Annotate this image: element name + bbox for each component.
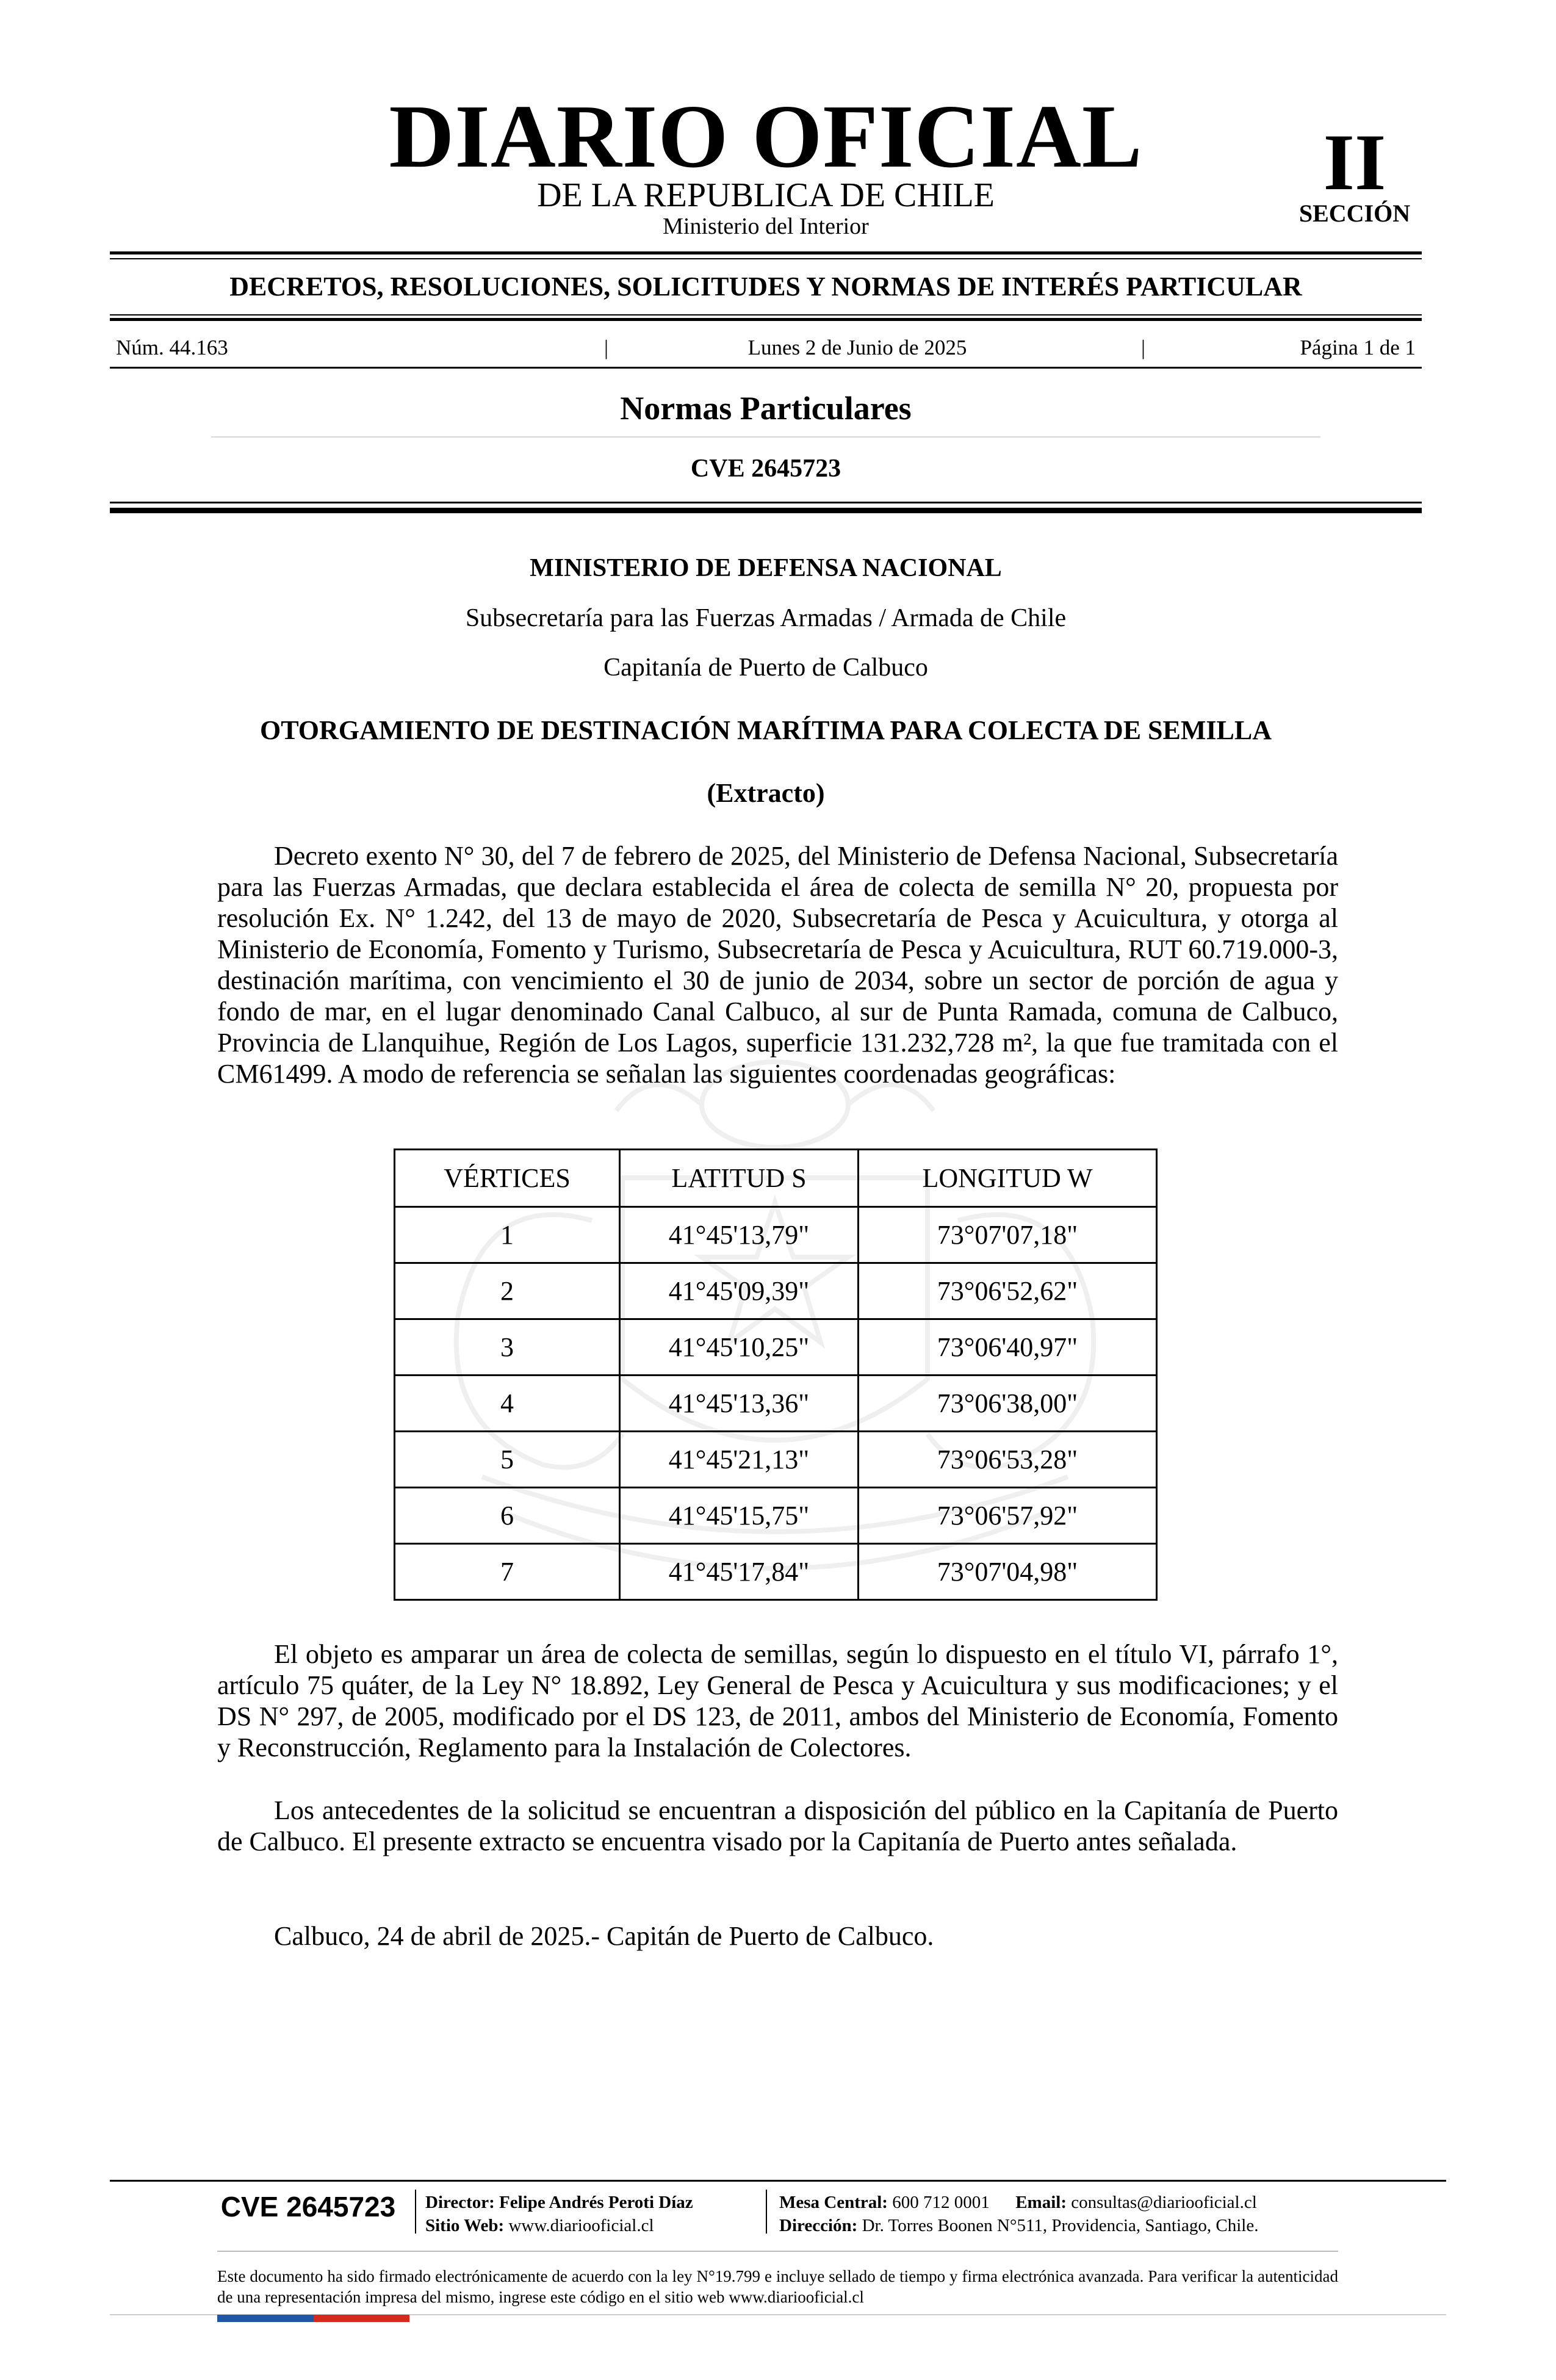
issuing-ministry: MINISTERIO DE DEFENSA NACIONAL (530, 554, 1002, 582)
section-title: DECRETOS, RESOLUCIONES, SOLICITUDES Y NORMAS DE INTERÉS PARTICULAR (229, 272, 1302, 301)
footer-rule (110, 2180, 1446, 2182)
cve-rule-thick (110, 508, 1422, 513)
vertex-cell: 6 (395, 1488, 620, 1544)
email-link[interactable]: consultas@diariooficial.cl (1071, 2193, 1257, 2212)
flag-stripe (217, 2315, 409, 2322)
longitude-cell: 73°06'38,00" (859, 1376, 1157, 1432)
longitude-cell: 73°06'53,28" (859, 1432, 1157, 1488)
column-header-latitude: LATITUD S (620, 1150, 859, 1207)
latitude-cell: 41°45'13,36" (620, 1376, 859, 1432)
extract-label: (Extracto) (707, 778, 825, 808)
latitude-cell: 41°45'15,75" (620, 1488, 859, 1544)
phone-number: 600 712 0001 (892, 2193, 990, 2212)
table-row (395, 1319, 1157, 1376)
latitude-cell: 41°45'13,79" (620, 1207, 859, 1263)
table-row (395, 1544, 1157, 1600)
longitude-cell: 73°07'07,18" (859, 1207, 1157, 1263)
info-separator: | (1141, 336, 1146, 359)
signature-note: Este documento ha sido firmado electrónicamente de acuerdo con la ley N°19.799 e incluye sellado de tiempo y firma electrónica avanzada. Para verificar la autenticidad de una representación impresa del mismo, ingrese este código en el sitio web www.diariooficial.cl (217, 2267, 1338, 2306)
issue-date: Lunes 2 de Junio de 2025 (747, 336, 967, 359)
purpose-paragraph: El objeto es amparar un área de colecta de semillas, según lo dispuesto en el título VI, párrafo 1°, artículo 75 quáter, de la Ley N° 18.892, Ley General de Pesca y Acuicultura y sus modificaciones; y el DS N° 297, de 2005, modificado por el DS 123, de 2011, ambos del Ministerio de Economía, Fomento y Reconstrucción, Reglamento para la Instalación de Colectores. (217, 1639, 1338, 1762)
document-title: OTORGAMIENTO DE DESTINACIÓN MARÍTIMA PARA COLECTA DE SEMILLA (260, 715, 1272, 745)
footer-divider (415, 2190, 416, 2234)
table-row (395, 1432, 1157, 1488)
address-text: Dr. Torres Boonen N°511, Providencia, Santiago, Chile. (862, 2216, 1259, 2235)
page-indicator: Página 1 de 1 (1300, 336, 1416, 359)
coordinates-table (394, 1149, 1158, 1601)
closing-signature: Calbuco, 24 de abril de 2025.- Capitán de Puerto de Calbuco. (274, 1921, 934, 1951)
capitania: Capitanía de Puerto de Calbuco (603, 654, 928, 682)
latitude-cell: 41°45'17,84" (620, 1544, 859, 1600)
vertex-cell: 1 (395, 1207, 620, 1263)
header-rule-mid-thin (110, 314, 1422, 316)
section-number: II (1323, 117, 1386, 207)
header-rule-top-thick (110, 251, 1422, 254)
cve-rule-thin (110, 502, 1422, 503)
column-header-vertices: VÉRTICES (395, 1150, 620, 1207)
issue-number: Núm. 44.163 (116, 336, 228, 359)
footer-rule-thin (217, 2251, 1338, 2252)
director-name: Felipe Andrés Peroti Díaz (499, 2193, 693, 2212)
longitude-cell: 73°06'40,97" (859, 1319, 1157, 1376)
newspaper-subtitle: DE LA REPUBLICA DE CHILE (537, 176, 995, 214)
vertex-cell: 4 (395, 1376, 620, 1432)
info-separator: | (604, 336, 609, 359)
latitude-cell: 41°45'10,25" (620, 1319, 859, 1376)
table-header-row (395, 1150, 1157, 1207)
decree-paragraph: Decreto exento N° 30, del 7 de febrero de 2025, del Ministerio de Defensa Nacional, Subsecretaría para las Fuerzas Armadas, que declara establecida el área de colecta de semilla N° 20, propuesta por resolución Ex. N° 1.242, del 13 de mayo de 2020, Subsecretaría de Pesca y Acuicultura, y otorga al Ministerio de Economía, Fomento y Turismo, Subsecretaría de Pesca y Acuicultura, RUT 60.719.000-3, destinación marítima, con vencimiento el 30 de junio de 2034, sobre un sector de porción de agua y fondo de mar, en el lugar denominado Canal Calbuco, al sur de Punta Ramada, comuna de Calbuco, Provincia de Llanquihue, Región de Los Lagos, superficie 131.232,728 m², la que fue tramitada con el CM61499. A modo de referencia se señalan las siguientes coordenadas geográficas: (217, 841, 1338, 1089)
vertex-cell: 3 (395, 1319, 620, 1376)
website-link[interactable]: www.diariooficial.cl (508, 2216, 654, 2235)
address-label: Dirección: (779, 2216, 858, 2235)
header-rule-top-thin (110, 258, 1422, 259)
norms-heading: Normas Particulares (620, 390, 912, 427)
table-row (395, 1207, 1157, 1263)
footer-cve-code: CVE 2645723 (220, 2191, 396, 2223)
flag-red-stripe (314, 2315, 409, 2322)
vertex-cell: 7 (395, 1544, 620, 1600)
email-label: Email: (1015, 2193, 1067, 2212)
table-row (395, 1376, 1157, 1432)
section-label: SECCIÓN (1298, 200, 1411, 227)
footer-director (425, 2194, 693, 2212)
website-label: Sitio Web: (425, 2216, 505, 2235)
longitude-cell: 73°06'52,62" (859, 1263, 1157, 1319)
footer-divider (766, 2190, 767, 2234)
flag-blue-stripe (217, 2315, 314, 2322)
records-paragraph: Los antecedentes de la solicitud se encuentran a disposición del público en la Capitanía de Puerto de Calbuco. El presente extracto se encuentra visado por la Capitanía de Puerto antes señalada. (217, 1795, 1338, 1856)
latitude-cell: 41°45'21,13" (620, 1432, 859, 1488)
director-label: Director: (425, 2193, 495, 2212)
vertex-cell: 2 (395, 1263, 620, 1319)
newspaper-title: DIARIO OFICIAL (389, 87, 1143, 187)
cve-code: CVE 2645723 (690, 455, 841, 483)
vertex-cell: 5 (395, 1432, 620, 1488)
table-row (395, 1488, 1157, 1544)
phone-label: Mesa Central: (779, 2193, 888, 2212)
subsecretaria: Subsecretaría para las Fuerzas Armadas / Armada de Chile (465, 604, 1067, 632)
footer-website (425, 2217, 654, 2235)
footer-contact (779, 2194, 1257, 2212)
newspaper-ministry: Ministerio del Interior (663, 214, 869, 239)
table-row (395, 1263, 1157, 1319)
longitude-cell: 73°07'04,98" (859, 1544, 1157, 1600)
column-header-longitude: LONGITUD W (859, 1150, 1157, 1207)
issue-info-bar (110, 336, 1422, 360)
norms-underline (211, 436, 1320, 438)
longitude-cell: 73°06'57,92" (859, 1488, 1157, 1544)
header-rule-mid-thick (110, 318, 1422, 321)
info-rule (110, 367, 1422, 369)
footer-address (779, 2217, 1258, 2235)
latitude-cell: 41°45'09,39" (620, 1263, 859, 1319)
